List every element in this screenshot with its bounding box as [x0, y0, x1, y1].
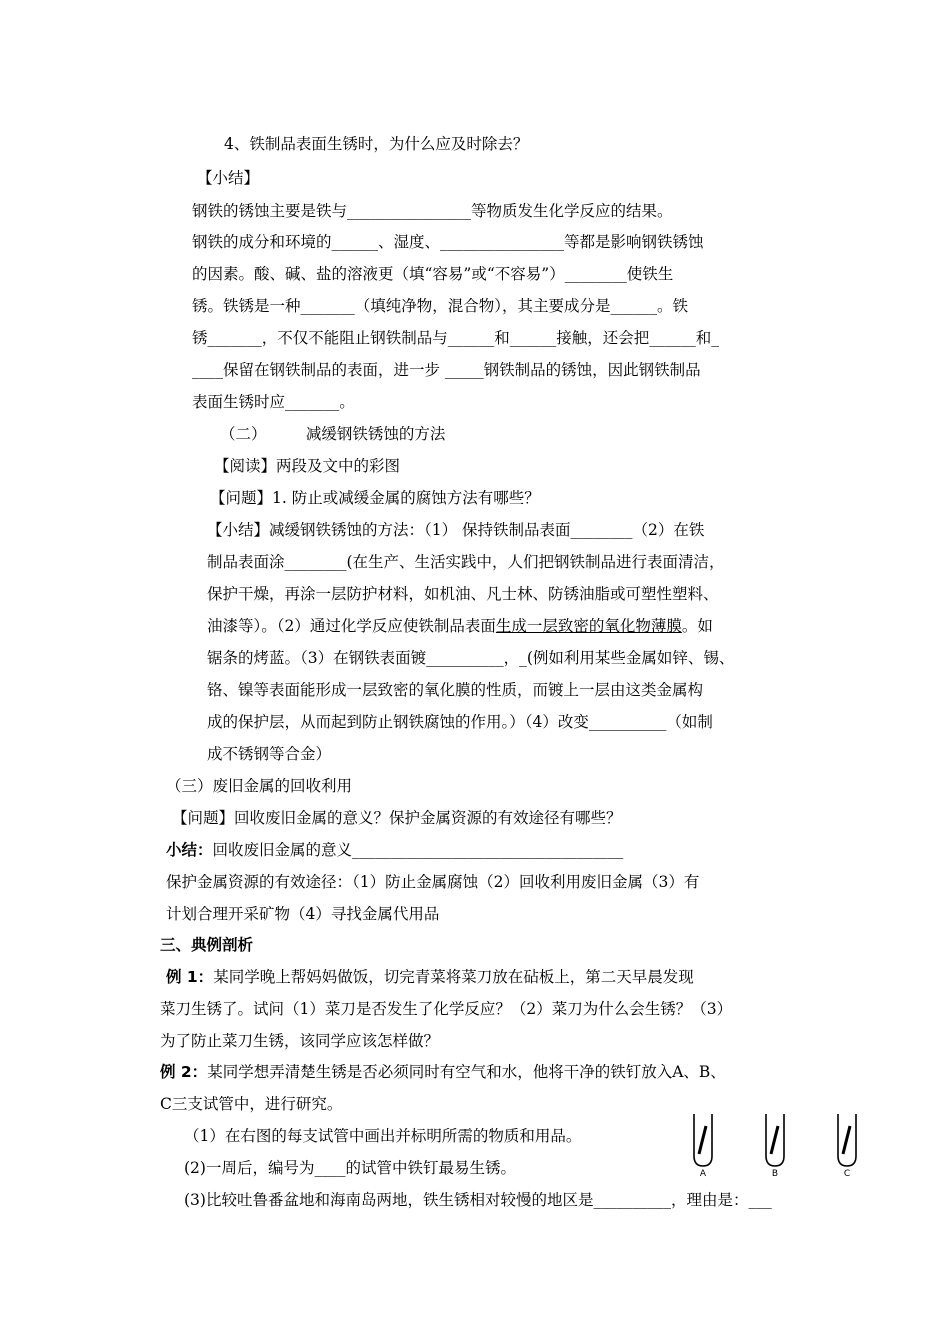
section-2-heading: （二） 减缓钢铁锈蚀的方法	[220, 425, 446, 443]
protect-line-1: 保护金属资源的有效途径：（1）防止金属腐蚀（2）回收利用废旧金属（3）有	[166, 873, 700, 891]
tube-label-c: C	[843, 1169, 851, 1178]
example-1-line-1: 例 1：某同学晚上帮妈妈做饭，切完青菜将菜刀放在砧板上，第二天早晨发现	[166, 968, 694, 986]
protect-line-2: 计划合理开采矿物（4）寻找金属代用品	[166, 905, 440, 923]
example-2-q3: (3)比较吐鲁番盆地和海南岛两地，铁生锈相对较慢的地区是__________，理由是：___	[184, 1191, 772, 1209]
methods-line-1: 【小结】减缓钢铁锈蚀的方法：（1） 保持铁制品表面________（2）在铁	[207, 521, 705, 539]
test-tubes-figure	[692, 1112, 862, 1178]
summary-line-5: 锈_______，不仅不能阻止钢铁制品与______和______接触，还会把______和_	[192, 329, 720, 347]
section-3-heading: （三）废旧金属的回收利用	[166, 777, 353, 795]
tube-label-a: A	[699, 1169, 707, 1178]
example-2-line-1: 例 2：某同学想弄清楚生锈是否必须同时有空气和水，他将干净的铁钉放入A、B、	[160, 1063, 726, 1081]
recycle-summary: 小结：回收废旧金属的意义___________________________________	[166, 841, 624, 859]
example-1-line-2: 菜刀生锈了。试问（1）菜刀是否发生了化学反应？（2）菜刀为什么会生锈？（3）	[160, 1000, 733, 1018]
examples-heading: 三、典例剖析	[160, 936, 254, 954]
summary-label: 小结：	[166, 841, 213, 859]
reading-line: 【阅读】两段及文中的彩图	[214, 457, 401, 475]
summary-heading: 【小结】	[197, 169, 260, 187]
test-tube-b	[766, 1114, 784, 1166]
summary-line-2: 钢铁的成分和环境的______、湿度、________________等都是影响钢铁锈蚀	[192, 233, 704, 251]
tube-label-b: B	[771, 1169, 779, 1178]
methods-line-8: 成不锈钢等合金）	[207, 745, 332, 763]
question-4: 4、铁制品表面生锈时，为什么应及时除去？	[224, 135, 529, 153]
methods-line-5: 锯条的烤蓝。（3）在钢铁表面镀__________，_(例如利用某些金属如锌、锡、	[207, 649, 735, 667]
methods-line-2: 制品表面涂________(在生产、生活实践中，人们把钢铁制品进行表面清洁，	[207, 553, 725, 571]
summary-line-3: 的因素。酸、碱、盐的溶液更（填“容易”或“不容易”）________使铁生	[192, 265, 674, 283]
methods-line-7: 成的保护层，从而起到防止钢铁腐蚀的作用。）（4）改变__________（如制	[207, 713, 713, 731]
summary-line-1: 钢铁的锈蚀主要是铁与________________等物质发生化学反应的结果。	[192, 202, 673, 220]
example-1-label: 例 1：	[166, 968, 214, 986]
methods-line-6: 铬、镍等表面能形成一层致密的氧化膜的性质，而镀上一层由这类金属构	[207, 681, 704, 699]
example-1-line-3: 为了防止菜刀生锈，该同学应该怎样做？	[160, 1032, 440, 1050]
example-2-q2: (2)一周后，编号为____的试管中铁钉最易生锈。	[184, 1159, 516, 1177]
example-2-q1: （1）在右图的每支试管中画出并标明所需的物质和用品。	[184, 1127, 582, 1145]
summary-line-4: 锈。铁锈是一种_______（填纯净物，混合物），其主要成分是______。铁	[192, 297, 689, 315]
test-tube-a	[694, 1114, 712, 1166]
example-2-line-2: C三支试管中，进行研究。	[160, 1095, 343, 1113]
recycle-question: 【问题】回收废旧金属的意义？保护金属资源的有效途径有哪些？	[172, 809, 622, 827]
methods-line-3: 保护干燥，再涂一层防护材料，如机油、凡士林、防锈油脂或可塑性塑料、	[207, 585, 719, 603]
summary-line-7: 表面生锈时应_______。	[192, 393, 355, 411]
methods-line-4: 油漆等）。（2）通过化学反应使铁制品表面生成一层致密的氧化物薄膜。如	[207, 617, 713, 635]
summary-line-6: ____保留在钢铁制品的表面，进一步 _____钢铁制品的锈蚀，因此钢铁制品	[192, 361, 701, 379]
example-2-label: 例 2：	[160, 1063, 208, 1081]
test-tube-c	[838, 1114, 856, 1166]
question-line: 【问题】1. 防止或减缓金属的腐蚀方法有哪些？	[210, 489, 540, 507]
oxide-film-text: 生成一层致密的氧化物薄膜	[495, 617, 682, 635]
